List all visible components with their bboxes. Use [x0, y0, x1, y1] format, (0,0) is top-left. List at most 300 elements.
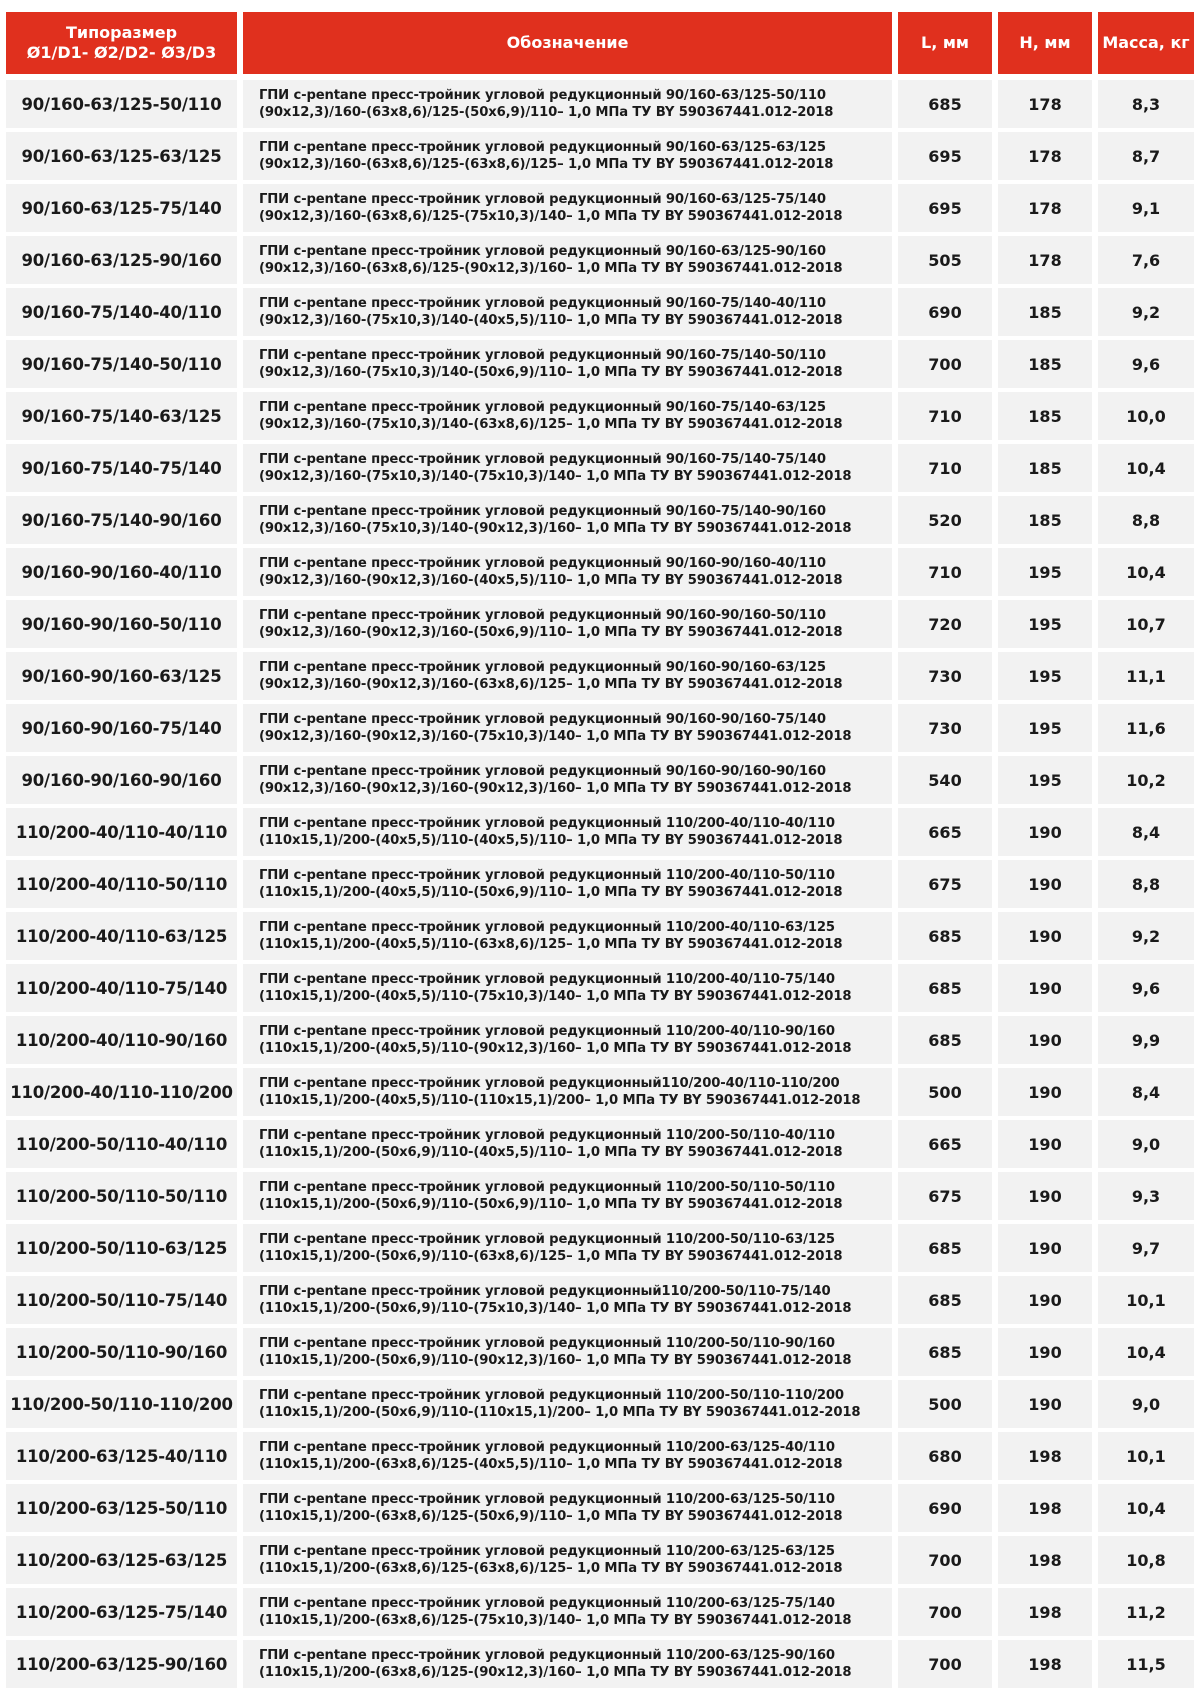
length-cell [898, 600, 992, 648]
height-cell [998, 1432, 1092, 1480]
size-cell [6, 444, 237, 492]
size-value: 110/200-40/110-40/110 [15, 822, 228, 842]
designation-value: ГПИ c-pentane пресс-тройник угловой редукционный 90/160-63/125-90/160 (90x12,3)/160-(63x8,6)/125-(90x12,3)/160– 1,0 МПа ТУ BY 590367441.012-2018 [259, 244, 843, 276]
table-row [6, 1276, 1194, 1324]
size-cell [6, 1640, 237, 1688]
height-value: 190 [1028, 1030, 1062, 1050]
size-value: 90/160-90/160-90/160 [21, 770, 222, 790]
spec-table [6, 12, 1194, 1692]
size-value: 110/200-40/110-110/200 [10, 1082, 233, 1102]
length-value: 685 [928, 1238, 962, 1258]
table-row [6, 1328, 1194, 1376]
size-value: 90/160-75/140-40/110 [21, 302, 222, 322]
table-row [6, 1588, 1194, 1636]
designation-cell [243, 496, 892, 544]
mass-cell [1098, 1068, 1194, 1116]
table-body [6, 80, 1194, 1688]
height-value: 178 [1028, 250, 1062, 270]
header-height-cell [998, 12, 1092, 74]
height-value: 185 [1028, 510, 1062, 530]
length-value: 540 [928, 770, 962, 790]
height-cell [998, 652, 1092, 700]
height-value: 198 [1028, 1550, 1062, 1570]
size-cell [6, 184, 237, 232]
designation-value: ГПИ c-pentane пресс-тройник угловой редукционный 90/160-63/125-63/125 (90x12,3)/160-(63x8,6)/125-(63x8,6)/125– 1,0 МПа ТУ BY 590367441.012-2018 [259, 140, 834, 172]
length-value: 500 [928, 1082, 962, 1102]
height-cell [998, 392, 1092, 440]
length-cell [898, 1432, 992, 1480]
size-cell [6, 652, 237, 700]
length-value: 675 [928, 874, 962, 894]
mass-value: 11,5 [1126, 1654, 1166, 1674]
size-value: 110/200-50/110-63/125 [15, 1238, 228, 1258]
size-value: 110/200-50/110-75/140 [15, 1290, 228, 1310]
height-value: 190 [1028, 1186, 1062, 1206]
mass-cell [1098, 184, 1194, 232]
size-value: 110/200-63/125-90/160 [15, 1654, 228, 1674]
length-cell [898, 1172, 992, 1220]
mass-value: 9,0 [1131, 1394, 1161, 1414]
mass-value: 10,1 [1126, 1290, 1166, 1310]
size-cell [6, 236, 237, 284]
mass-cell [1098, 1328, 1194, 1376]
height-value: 190 [1028, 978, 1062, 998]
height-cell [998, 1328, 1092, 1376]
height-cell [998, 80, 1092, 128]
mass-cell [1098, 1536, 1194, 1584]
designation-cell [243, 444, 892, 492]
designation-cell [243, 1016, 892, 1064]
height-value: 178 [1028, 94, 1062, 114]
height-value: 195 [1028, 718, 1062, 738]
table-row [6, 288, 1194, 336]
height-cell [998, 1640, 1092, 1688]
designation-cell [243, 912, 892, 960]
table-row [6, 132, 1194, 180]
header-designation-cell [243, 12, 892, 74]
length-cell [898, 1068, 992, 1116]
length-value: 665 [928, 822, 962, 842]
length-cell [898, 704, 992, 752]
height-cell [998, 1536, 1092, 1584]
designation-value: ГПИ c-pentane пресс-тройник угловой редукционный 110/200-40/110-90/160 (110x15,1)/200-(40x5,5)/110-(90x12,3)/160– 1,0 МПа ТУ BY 590367441.012-2018 [259, 1024, 852, 1056]
height-cell [998, 1016, 1092, 1064]
designation-cell [243, 1120, 892, 1168]
length-value: 730 [928, 718, 962, 738]
height-value: 185 [1028, 354, 1062, 374]
mass-cell [1098, 1120, 1194, 1168]
size-cell [6, 860, 237, 908]
table-row [6, 808, 1194, 856]
height-cell [998, 1068, 1092, 1116]
size-value: 90/160-63/125-90/160 [21, 250, 222, 270]
length-value: 695 [928, 146, 962, 166]
size-value: 90/160-90/160-63/125 [21, 666, 222, 686]
designation-value: ГПИ c-pentane пресс-тройник угловой редукционный 110/200-40/110-75/140 (110x15,1)/200-(40x5,5)/110-(75x10,3)/140– 1,0 МПа ТУ BY 590367441.012-2018 [259, 972, 852, 1004]
length-value: 700 [928, 354, 962, 374]
size-value: 90/160-63/125-50/110 [21, 94, 222, 114]
height-value: 198 [1028, 1602, 1062, 1622]
mass-cell [1098, 392, 1194, 440]
size-cell [6, 80, 237, 128]
mass-value: 9,6 [1131, 978, 1161, 998]
length-cell [898, 444, 992, 492]
size-value: 90/160-90/160-40/110 [21, 562, 222, 582]
mass-cell [1098, 132, 1194, 180]
mass-cell [1098, 340, 1194, 388]
mass-value: 9,2 [1131, 302, 1161, 322]
designation-value: ГПИ c-pentane пресс-тройник угловой редукционный 110/200-50/110-63/125 (110x15,1)/200-(50x6,9)/110-(63x8,6)/125– 1,0 МПа ТУ BY 590367441.012-2018 [259, 1232, 843, 1264]
size-value: 90/160-90/160-75/140 [21, 718, 222, 738]
height-value: 190 [1028, 874, 1062, 894]
size-value: 110/200-50/110-50/110 [15, 1186, 228, 1206]
table-row [6, 704, 1194, 752]
height-cell [998, 860, 1092, 908]
size-value: 110/200-63/125-50/110 [15, 1498, 228, 1518]
mass-cell [1098, 1224, 1194, 1272]
mass-cell [1098, 652, 1194, 700]
designation-cell [243, 132, 892, 180]
mass-cell [1098, 236, 1194, 284]
size-cell [6, 1016, 237, 1064]
size-value: 110/200-50/110-90/160 [15, 1342, 228, 1362]
height-cell [998, 340, 1092, 388]
designation-cell [243, 392, 892, 440]
length-cell [898, 912, 992, 960]
length-cell [898, 1224, 992, 1272]
size-value: 110/200-40/110-63/125 [15, 926, 228, 946]
height-cell [998, 808, 1092, 856]
mass-value: 10,4 [1126, 562, 1166, 582]
mass-cell [1098, 1588, 1194, 1636]
designation-value: ГПИ c-pentane пресс-тройник угловой редукционный 90/160-63/125-50/110 (90x12,3)/160-(63x8,6)/125-(50x6,9)/110– 1,0 МПа ТУ BY 590367441.012-2018 [259, 88, 834, 120]
size-cell [6, 496, 237, 544]
mass-value: 9,7 [1131, 1238, 1161, 1258]
size-cell [6, 340, 237, 388]
size-cell [6, 1484, 237, 1532]
mass-value: 9,2 [1131, 926, 1161, 946]
length-cell [898, 756, 992, 804]
height-cell [998, 496, 1092, 544]
length-cell [898, 288, 992, 336]
table-row [6, 1432, 1194, 1480]
mass-cell [1098, 964, 1194, 1012]
length-cell [898, 1276, 992, 1324]
mass-value: 7,6 [1131, 250, 1161, 270]
designation-cell [243, 1484, 892, 1532]
length-cell [898, 808, 992, 856]
length-cell [898, 1588, 992, 1636]
size-cell [6, 1224, 237, 1272]
designation-value: ГПИ c-pentane пресс-тройник угловой редукционный 90/160-90/160-40/110 (90x12,3)/160-(90x12,3)/160-(40x5,5)/110– 1,0 МПа ТУ BY 590367441.012-2018 [259, 556, 843, 588]
size-value: 110/200-50/110-110/200 [10, 1394, 233, 1414]
length-value: 685 [928, 1342, 962, 1362]
length-value: 695 [928, 198, 962, 218]
header-length-label: L, мм [921, 33, 969, 52]
size-cell [6, 548, 237, 596]
table-row [6, 80, 1194, 128]
size-value: 110/200-50/110-40/110 [15, 1134, 228, 1154]
designation-value: ГПИ c-pentane пресс-тройник угловой редукционный 110/200-50/110-50/110 (110x15,1)/200-(50x6,9)/110-(50x6,9)/110– 1,0 МПа ТУ BY 590367441.012-2018 [259, 1180, 843, 1212]
table-row [6, 912, 1194, 960]
height-value: 185 [1028, 302, 1062, 322]
mass-cell [1098, 288, 1194, 336]
height-cell [998, 600, 1092, 648]
height-value: 185 [1028, 458, 1062, 478]
height-value: 190 [1028, 1082, 1062, 1102]
length-cell [898, 236, 992, 284]
size-value: 90/160-63/125-75/140 [21, 198, 222, 218]
designation-cell [243, 340, 892, 388]
height-cell [998, 1172, 1092, 1220]
header-length-cell [898, 12, 992, 74]
size-cell [6, 132, 237, 180]
height-value: 178 [1028, 146, 1062, 166]
mass-value: 11,1 [1126, 666, 1166, 686]
height-cell [998, 1224, 1092, 1272]
mass-value: 11,2 [1126, 1602, 1166, 1622]
mass-value: 10,4 [1126, 1342, 1166, 1362]
designation-value: ГПИ c-pentane пресс-тройник угловой редукционный110/200-50/110-75/140 (110x15,1)/200-(50x6,9)/110-(75x10,3)/140– 1,0 МПа ТУ BY 590367441.012-2018 [259, 1284, 852, 1316]
designation-value: ГПИ c-pentane пресс-тройник угловой редукционный 110/200-40/110-50/110 (110x15,1)/200-(40x5,5)/110-(50x6,9)/110– 1,0 МПа ТУ BY 590367441.012-2018 [259, 868, 843, 900]
table-row [6, 652, 1194, 700]
table-row [6, 860, 1194, 908]
mass-value: 11,6 [1126, 718, 1166, 738]
mass-cell [1098, 80, 1194, 128]
size-cell [6, 1068, 237, 1116]
length-value: 675 [928, 1186, 962, 1206]
length-cell [898, 1380, 992, 1428]
designation-cell [243, 600, 892, 648]
size-value: 110/200-63/125-63/125 [15, 1550, 228, 1570]
size-cell [6, 1588, 237, 1636]
size-cell [6, 756, 237, 804]
height-value: 190 [1028, 1290, 1062, 1310]
table-row [6, 964, 1194, 1012]
height-cell [998, 288, 1092, 336]
length-value: 500 [928, 1394, 962, 1414]
designation-cell [243, 704, 892, 752]
size-value: 110/200-40/110-90/160 [15, 1030, 228, 1050]
length-value: 730 [928, 666, 962, 686]
size-cell [6, 1172, 237, 1220]
designation-cell [243, 80, 892, 128]
length-value: 685 [928, 978, 962, 998]
table-row [6, 1120, 1194, 1168]
mass-cell [1098, 704, 1194, 752]
mass-cell [1098, 1640, 1194, 1688]
designation-cell [243, 1536, 892, 1584]
height-cell [998, 132, 1092, 180]
size-cell [6, 288, 237, 336]
designation-value: ГПИ c-pentane пресс-тройник угловой редукционный 90/160-90/160-50/110 (90x12,3)/160-(90x12,3)/160-(50x6,9)/110– 1,0 МПа ТУ BY 590367441.012-2018 [259, 608, 843, 640]
mass-value: 8,8 [1131, 510, 1161, 530]
length-value: 520 [928, 510, 962, 530]
size-value: 90/160-75/140-50/110 [21, 354, 222, 374]
table-row [6, 340, 1194, 388]
length-cell [898, 132, 992, 180]
length-cell [898, 496, 992, 544]
length-cell [898, 340, 992, 388]
height-cell [998, 236, 1092, 284]
designation-cell [243, 1172, 892, 1220]
table-row [6, 1380, 1194, 1428]
length-cell [898, 652, 992, 700]
length-value: 690 [928, 1498, 962, 1518]
designation-value: ГПИ c-pentane пресс-тройник угловой редукционный 110/200-40/110-40/110 (110x15,1)/200-(40x5,5)/110-(40x5,5)/110– 1,0 МПа ТУ BY 590367441.012-2018 [259, 816, 843, 848]
height-cell [998, 704, 1092, 752]
length-cell [898, 964, 992, 1012]
mass-value: 8,8 [1131, 874, 1161, 894]
length-value: 710 [928, 406, 962, 426]
mass-cell [1098, 808, 1194, 856]
table-row [6, 756, 1194, 804]
length-cell [898, 1120, 992, 1168]
height-cell [998, 756, 1092, 804]
length-value: 720 [928, 614, 962, 634]
size-cell [6, 1120, 237, 1168]
table-row [6, 236, 1194, 284]
height-value: 190 [1028, 926, 1062, 946]
size-value: 110/200-40/110-50/110 [15, 874, 228, 894]
size-cell [6, 392, 237, 440]
height-cell [998, 1380, 1092, 1428]
mass-value: 9,0 [1131, 1134, 1161, 1154]
length-value: 690 [928, 302, 962, 322]
designation-value: ГПИ c-pentane пресс-тройник угловой редукционный 90/160-90/160-90/160 (90x12,3)/160-(90x12,3)/160-(90x12,3)/160– 1,0 МПа ТУ BY 590367441.012-2018 [259, 764, 852, 796]
table-row [6, 1224, 1194, 1272]
length-value: 685 [928, 1290, 962, 1310]
mass-cell [1098, 444, 1194, 492]
designation-value: ГПИ c-pentane пресс-тройник угловой редукционный 110/200-63/125-63/125 (110x15,1)/200-(63x8,6)/125-(63x8,6)/125– 1,0 МПа ТУ BY 590367441.012-2018 [259, 1544, 843, 1576]
length-value: 700 [928, 1654, 962, 1674]
height-value: 195 [1028, 614, 1062, 634]
designation-value: ГПИ c-pentane пресс-тройник угловой редукционный 110/200-63/125-40/110 (110x15,1)/200-(63x8,6)/125-(40x5,5)/110– 1,0 МПа ТУ BY 590367441.012-2018 [259, 1440, 843, 1472]
length-value: 505 [928, 250, 962, 270]
size-value: 110/200-63/125-75/140 [15, 1602, 228, 1622]
length-cell [898, 548, 992, 596]
height-value: 195 [1028, 562, 1062, 582]
designation-cell [243, 548, 892, 596]
designation-value: ГПИ c-pentane пресс-тройник угловой редукционный 110/200-50/110-40/110 (110x15,1)/200-(50x6,9)/110-(40x5,5)/110– 1,0 МПа ТУ BY 590367441.012-2018 [259, 1128, 843, 1160]
mass-value: 10,4 [1126, 458, 1166, 478]
length-cell [898, 1016, 992, 1064]
length-value: 685 [928, 926, 962, 946]
mass-value: 10,0 [1126, 406, 1166, 426]
mass-value: 10,7 [1126, 614, 1166, 634]
size-value: 110/200-40/110-75/140 [15, 978, 228, 998]
length-value: 685 [928, 1030, 962, 1050]
designation-cell [243, 1432, 892, 1480]
height-value: 198 [1028, 1498, 1062, 1518]
header-mass-cell [1098, 12, 1194, 74]
designation-value: ГПИ c-pentane пресс-тройник угловой редукционный 110/200-63/125-50/110 (110x15,1)/200-(63x8,6)/125-(50x6,9)/110– 1,0 МПа ТУ BY 590367441.012-2018 [259, 1492, 843, 1524]
length-cell [898, 1328, 992, 1376]
length-value: 685 [928, 94, 962, 114]
height-cell [998, 1588, 1092, 1636]
height-value: 190 [1028, 822, 1062, 842]
designation-cell [243, 1588, 892, 1636]
table-row [6, 548, 1194, 596]
mass-value: 9,1 [1131, 198, 1161, 218]
length-value: 665 [928, 1134, 962, 1154]
size-value: 90/160-75/140-63/125 [21, 406, 222, 426]
designation-value: ГПИ c-pentane пресс-тройник угловой редукционный 110/200-63/125-75/140 (110x15,1)/200-(63x8,6)/125-(75x10,3)/140– 1,0 МПа ТУ BY 590367441.012-2018 [259, 1596, 852, 1628]
designation-value: ГПИ c-pentane пресс-тройник угловой редукционный 90/160-90/160-63/125 (90x12,3)/160-(90x12,3)/160-(63x8,6)/125– 1,0 МПа ТУ BY 590367441.012-2018 [259, 660, 843, 692]
mass-cell [1098, 1016, 1194, 1064]
height-cell [998, 1120, 1092, 1168]
mass-cell [1098, 1484, 1194, 1532]
mass-value: 10,8 [1126, 1550, 1166, 1570]
table-row [6, 184, 1194, 232]
table-row [6, 1484, 1194, 1532]
mass-value: 9,6 [1131, 354, 1161, 374]
height-value: 190 [1028, 1394, 1062, 1414]
length-cell [898, 1536, 992, 1584]
size-cell [6, 912, 237, 960]
header-designation-label: Обозначение [506, 33, 629, 52]
designation-cell [243, 1640, 892, 1688]
designation-cell [243, 1380, 892, 1428]
size-value: 90/160-75/140-90/160 [21, 510, 222, 530]
header-mass-label: Масса, кг [1102, 33, 1190, 52]
mass-cell [1098, 756, 1194, 804]
designation-value: ГПИ c-pentane пресс-тройник угловой редукционный110/200-40/110-110/200 (110x15,1)/200-(40x5,5)/110-(110x15,1)/200– 1,0 МПа ТУ BY 590367441.012-2018 [259, 1076, 861, 1108]
designation-value: ГПИ c-pentane пресс-тройник угловой редукционный 90/160-75/140-40/110 (90x12,3)/160-(75x10,3)/140-(40x5,5)/110– 1,0 МПа ТУ BY 590367441.012-2018 [259, 296, 843, 328]
mass-cell [1098, 1276, 1194, 1324]
table-row [6, 1068, 1194, 1116]
length-value: 710 [928, 458, 962, 478]
height-value: 190 [1028, 1342, 1062, 1362]
mass-value: 8,4 [1131, 822, 1161, 842]
height-cell [998, 1276, 1092, 1324]
height-value: 198 [1028, 1446, 1062, 1466]
designation-value: ГПИ c-pentane пресс-тройник угловой редукционный 90/160-75/140-50/110 (90x12,3)/160-(75x10,3)/140-(50x6,9)/110– 1,0 МПа ТУ BY 590367441.012-2018 [259, 348, 843, 380]
designation-cell [243, 1328, 892, 1376]
designation-value: ГПИ c-pentane пресс-тройник угловой редукционный 110/200-40/110-63/125 (110x15,1)/200-(40x5,5)/110-(63x8,6)/125– 1,0 МПа ТУ BY 590367441.012-2018 [259, 920, 843, 952]
length-value: 710 [928, 562, 962, 582]
size-value: 110/200-63/125-40/110 [15, 1446, 228, 1466]
size-cell [6, 1380, 237, 1428]
height-cell [998, 964, 1092, 1012]
designation-value: ГПИ c-pentane пресс-тройник угловой редукционный 90/160-75/140-75/140 (90x12,3)/160-(75x10,3)/140-(75x10,3)/140– 1,0 МПа ТУ BY 590367441.012-2018 [259, 452, 852, 484]
designation-value: ГПИ c-pentane пресс-тройник угловой редукционный 90/160-75/140-90/160 (90x12,3)/160-(75x10,3)/140-(90x12,3)/160– 1,0 МПа ТУ BY 590367441.012-2018 [259, 504, 852, 536]
size-cell [6, 964, 237, 1012]
header-height-label: H, мм [1019, 33, 1071, 52]
designation-value: ГПИ c-pentane пресс-тройник угловой редукционный 110/200-50/110-90/160 (110x15,1)/200-(50x6,9)/110-(90x12,3)/160– 1,0 МПа ТУ BY 590367441.012-2018 [259, 1336, 852, 1368]
size-cell [6, 1328, 237, 1376]
length-cell [898, 1640, 992, 1688]
mass-cell [1098, 1172, 1194, 1220]
designation-cell [243, 1276, 892, 1324]
designation-value: ГПИ c-pentane пресс-тройник угловой редукционный 110/200-63/125-90/160 (110x15,1)/200-(63x8,6)/125-(90x12,3)/160– 1,0 МПа ТУ BY 590367441.012-2018 [259, 1648, 852, 1680]
table-row [6, 1016, 1194, 1064]
size-value: 90/160-90/160-50/110 [21, 614, 222, 634]
mass-value: 9,3 [1131, 1186, 1161, 1206]
length-cell [898, 184, 992, 232]
designation-cell [243, 860, 892, 908]
header-size-cell [6, 12, 237, 74]
height-value: 195 [1028, 666, 1062, 686]
mass-value: 8,4 [1131, 1082, 1161, 1102]
designation-cell [243, 1068, 892, 1116]
designation-value: ГПИ c-pentane пресс-тройник угловой редукционный 90/160-75/140-63/125 (90x12,3)/160-(75x10,3)/140-(63x8,6)/125– 1,0 МПа ТУ BY 590367441.012-2018 [259, 400, 843, 432]
size-value: 90/160-63/125-63/125 [21, 146, 222, 166]
mass-value: 10,1 [1126, 1446, 1166, 1466]
mass-cell [1098, 1432, 1194, 1480]
size-cell [6, 1276, 237, 1324]
mass-value: 9,9 [1131, 1030, 1161, 1050]
